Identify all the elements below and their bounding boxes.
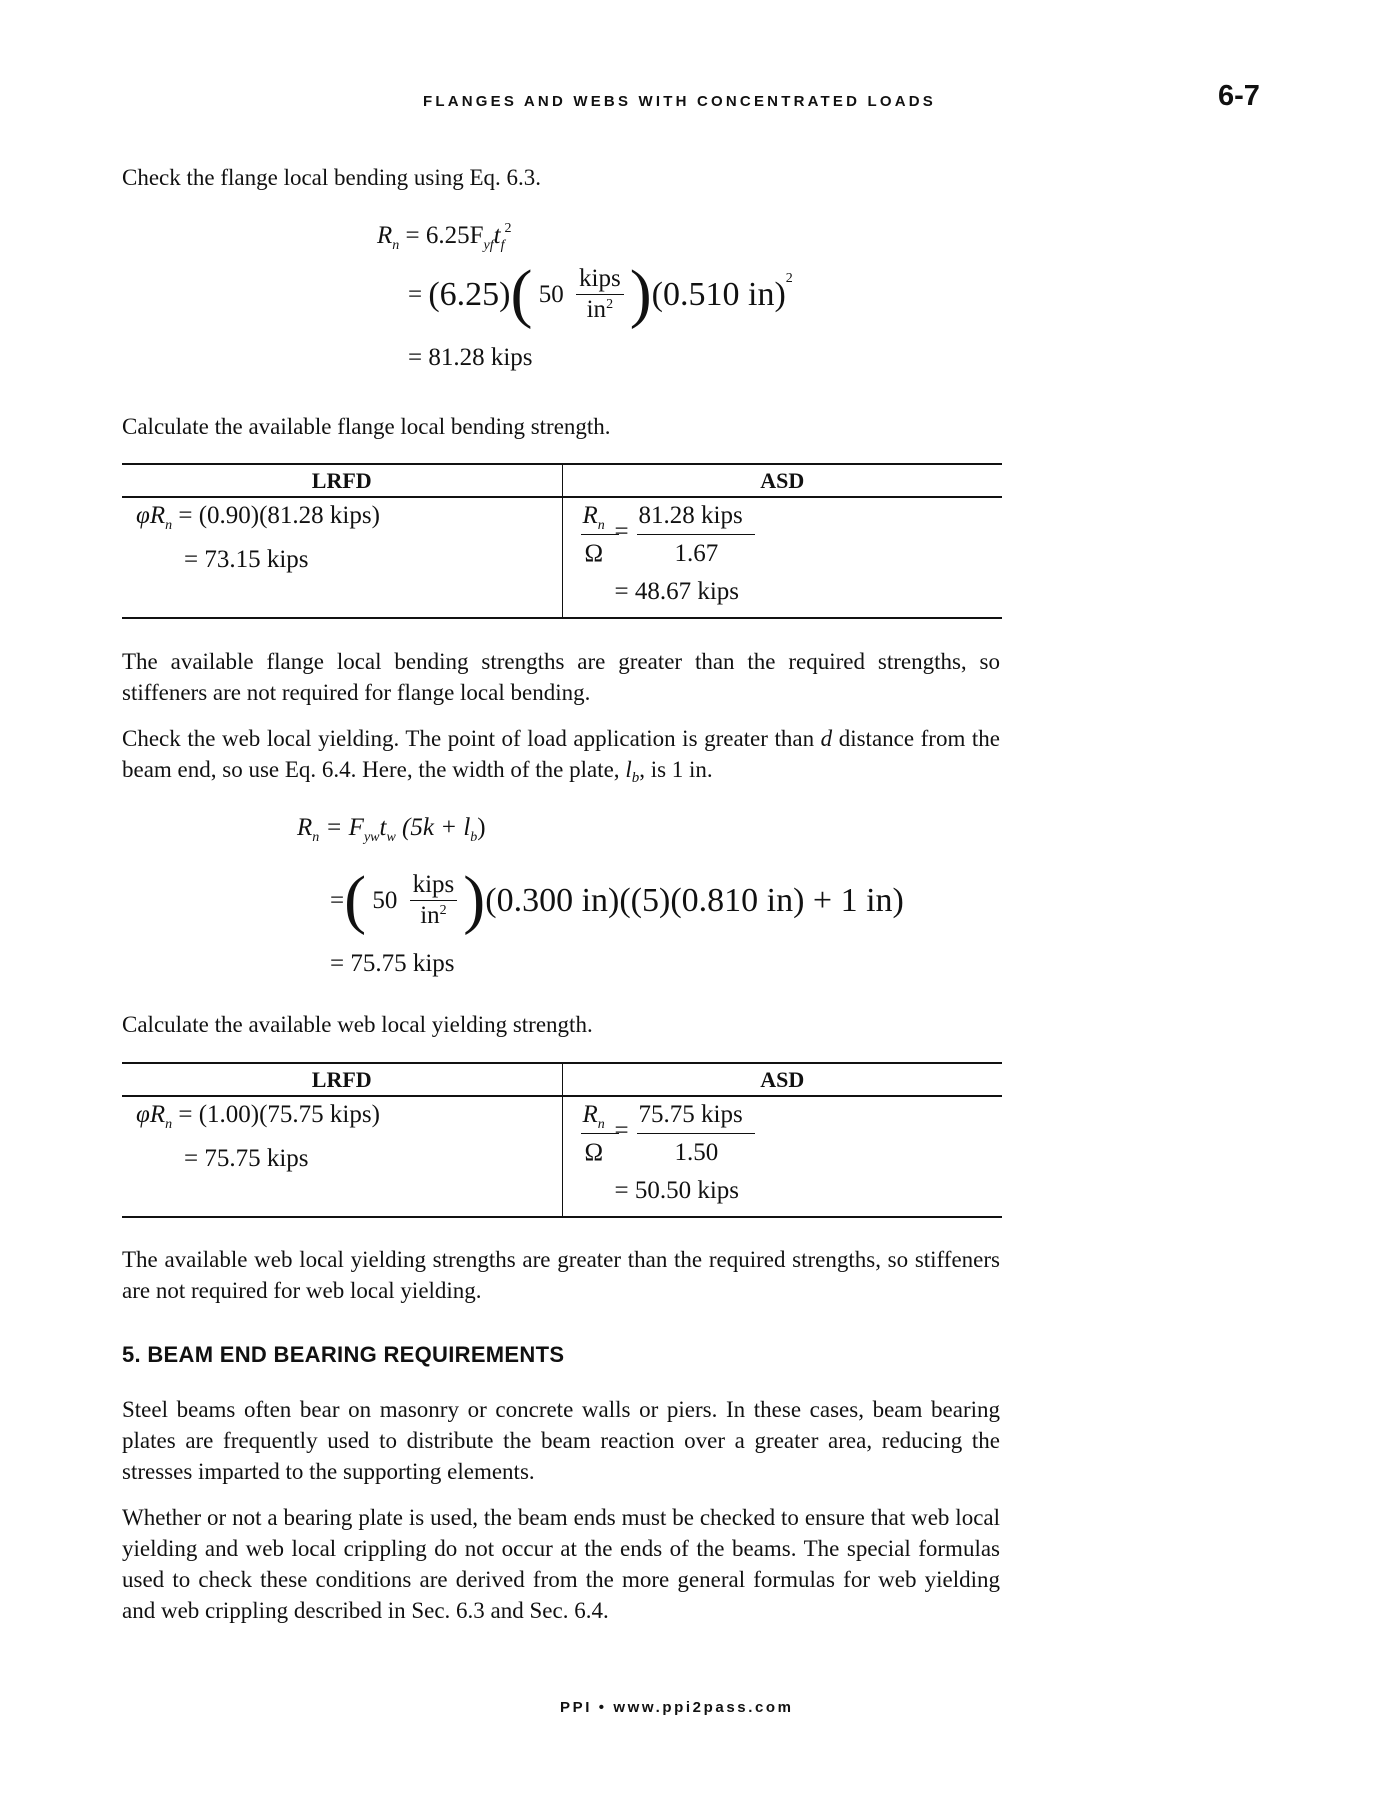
- table1-col-lrfd: LRFD: [122, 465, 563, 496]
- table2-asd-r-sub: n: [597, 1117, 605, 1132]
- eq1-t: t: [493, 222, 501, 249]
- eq1-close-paren: ): [629, 257, 652, 331]
- eq1-in2: [576, 295, 624, 329]
- table2-asd-right-bar: [637, 1133, 755, 1134]
- p4-lb-sub: b: [631, 770, 640, 786]
- running-head: FLANGES AND WEBS WITH CONCENTRATED LOADS: [423, 93, 936, 110]
- table2-asd-den: 1.50: [674, 1139, 719, 1166]
- eq2-close: ): [477, 814, 486, 841]
- eq2-close-paren: ): [463, 863, 486, 937]
- eq1-line1-text: = 6.25F: [405, 222, 484, 249]
- eq2-kips: kips: [410, 870, 458, 901]
- paragraph-bearing-check: Whether or not a bearing plate is used, the beam ends must be checked to ensure that web local yielding and web local crippling do not occur at the ends of the beams. The special formulas used to check these conditions are derived from the more general formulas for web yielding and web crippling described in Sec. 6.3 and Sec. 6.4.: [122, 1505, 1000, 1623]
- eq1-kips: kips: [576, 264, 624, 295]
- eq1-thickness-sup: 2: [785, 271, 793, 287]
- eq1-line2-eq: =: [408, 281, 423, 309]
- table2-header: [122, 1064, 1002, 1097]
- paragraph-flange-available: Calculate the available flange local bending strength.: [122, 414, 611, 439]
- eq1-lhs-sub: n: [392, 238, 400, 253]
- eq1-open-paren: (: [510, 257, 533, 331]
- eq1-units-fraction: [576, 264, 624, 329]
- table1-lrfd-expr: = (0.90)(81.28 kips): [178, 502, 380, 529]
- table1-asd-cell: [563, 498, 1003, 617]
- table1-col-asd: ASD: [760, 468, 805, 493]
- table2-lrfd-expr: = (1.00)(75.75 kips): [178, 1101, 380, 1128]
- eq2-in2: [410, 901, 458, 935]
- table2-asd-eq: =: [614, 1117, 629, 1144]
- eq2-in: in: [420, 902, 440, 929]
- table2-col-asd: ASD: [760, 1067, 805, 1092]
- table2-asd-num: 75.75 kips: [638, 1101, 743, 1128]
- table2-col-lrfd: LRFD: [122, 1064, 563, 1095]
- table1-lrfd-cell: [122, 498, 563, 617]
- eq2-lhs-sub: n: [312, 830, 320, 845]
- table2-phi-r: φR: [136, 1101, 166, 1128]
- eq2-fy-value: 50: [372, 887, 398, 915]
- table1-asd-r: [582, 502, 605, 533]
- table1-asd-right-bar: [637, 534, 755, 535]
- table1-asd-eq: =: [614, 518, 629, 545]
- paragraph-web-check: [122, 723, 1000, 789]
- footer: PPI • www.ppi2pass.com: [560, 1699, 794, 1716]
- table1-asd-left-bar: [581, 534, 619, 535]
- table2-asd-omega: Ω: [584, 1139, 604, 1166]
- table2-asd-r-letter: R: [582, 1101, 598, 1128]
- table1-asd-r-letter: R: [582, 502, 598, 529]
- eq2-line3: = 75.75 kips: [330, 950, 455, 977]
- table2-phi-sub: n: [165, 1117, 173, 1132]
- table2-body: [122, 1097, 1002, 1216]
- eq2-in-sup: 2: [439, 903, 447, 918]
- eq2-fy: = F: [325, 814, 364, 841]
- table2-lrfd-line2: = 75.75 kips: [184, 1145, 309, 1172]
- paragraph-web-available: Calculate the available web local yielding strength.: [122, 1012, 593, 1037]
- paragraph-bearing-intro: Steel beams often bear on masonry or concrete walls or piers. In these cases, beam bearing plates are frequently used to distribute the beam reaction over a greater area, reducing the stresses imparted to the supporting elements.: [122, 1397, 1000, 1484]
- table1-asd-result: = 48.67 kips: [614, 578, 740, 605]
- eq2-open-paren: (: [344, 863, 367, 937]
- table1-asd-den: 1.67: [674, 540, 719, 567]
- eq1-line3: = 81.28 kips: [408, 344, 533, 371]
- table1-lrfd-line1: [136, 502, 380, 533]
- table2-asd-left-bar: [581, 1133, 619, 1134]
- eq1-in: in: [586, 296, 607, 323]
- eq2-line1: [297, 814, 486, 845]
- table1-body: [122, 498, 1002, 617]
- table2-asd-result: = 50.50 kips: [614, 1177, 740, 1204]
- table2-asd-cell: [563, 1097, 1003, 1216]
- eq2-lhs-r: R: [297, 814, 313, 841]
- table1-header: [122, 465, 1002, 498]
- eq1-sub-f: f: [500, 238, 505, 253]
- section-heading: 5. BEAM END BEARING REQUIREMENTS: [122, 1342, 565, 1367]
- table1-phi-r: φR: [136, 502, 166, 529]
- table1-lrfd-line2: = 73.15 kips: [184, 546, 309, 573]
- eq2-t: t: [379, 814, 387, 841]
- eq1-sup-2: 2: [504, 221, 512, 236]
- eq1-lhs-r: R: [377, 222, 393, 249]
- table2-lrfd-cell: [122, 1097, 563, 1216]
- eq2-sub-b: b: [470, 830, 478, 845]
- eq2-sub-w: w: [386, 830, 396, 845]
- eq1-factor: (6.25): [428, 276, 511, 314]
- paragraph-flange-conclusion: The available flange local bending strengths are greater than the required strengths, so stiffeners are not required for flange local bending.: [122, 649, 1000, 705]
- eq2-units-fraction: [410, 870, 458, 935]
- eq1-line2: [408, 257, 793, 331]
- paragraph-web-conclusion: The available web local yielding strengths are greater than the required strengths, so stiffeners are not required for web local yielding.: [122, 1247, 1000, 1303]
- table1-asd-omega: Ω: [584, 540, 604, 567]
- p4-text-a: Check the web local yielding. The point of load application is greater than: [122, 726, 815, 751]
- table-flange-bending: [122, 463, 1002, 619]
- eq1-fy-value: 50: [538, 281, 564, 309]
- eq2-sub-yw: yw: [363, 830, 380, 845]
- eq2-line2-eq: =: [330, 887, 345, 915]
- p4-text-b: distance from the beam end, so use Eq. 6.4. Here, the width of the plate,: [122, 726, 1001, 782]
- p4-text-c: , is 1 in.: [639, 757, 713, 782]
- eq2-line2: [330, 863, 904, 937]
- eq1-line1: [377, 221, 512, 253]
- eq2-expression: (0.300 in)((5)(0.810 in) + 1 in): [485, 882, 904, 920]
- table2-asd-r: [582, 1101, 605, 1132]
- eq1-sub-yf: yf: [483, 238, 494, 253]
- table1-asd-num: 81.28 kips: [638, 502, 743, 529]
- eq2-paren-expr: (5k + l: [402, 814, 471, 841]
- table1-asd-r-sub: n: [597, 518, 605, 533]
- paragraph-flange-check: Check the flange local bending using Eq. 6.3.: [122, 165, 542, 190]
- table2-lrfd-line1: [136, 1101, 380, 1132]
- eq1-thickness: (0.510 in): [651, 276, 786, 314]
- table1-phi-sub: n: [165, 518, 173, 533]
- eq1-in-sup: 2: [606, 297, 614, 312]
- p4-d: d: [820, 726, 833, 751]
- table-web-yielding: [122, 1062, 1002, 1218]
- page-number: 6-7: [1218, 80, 1260, 112]
- p4-lb: l: [625, 757, 632, 782]
